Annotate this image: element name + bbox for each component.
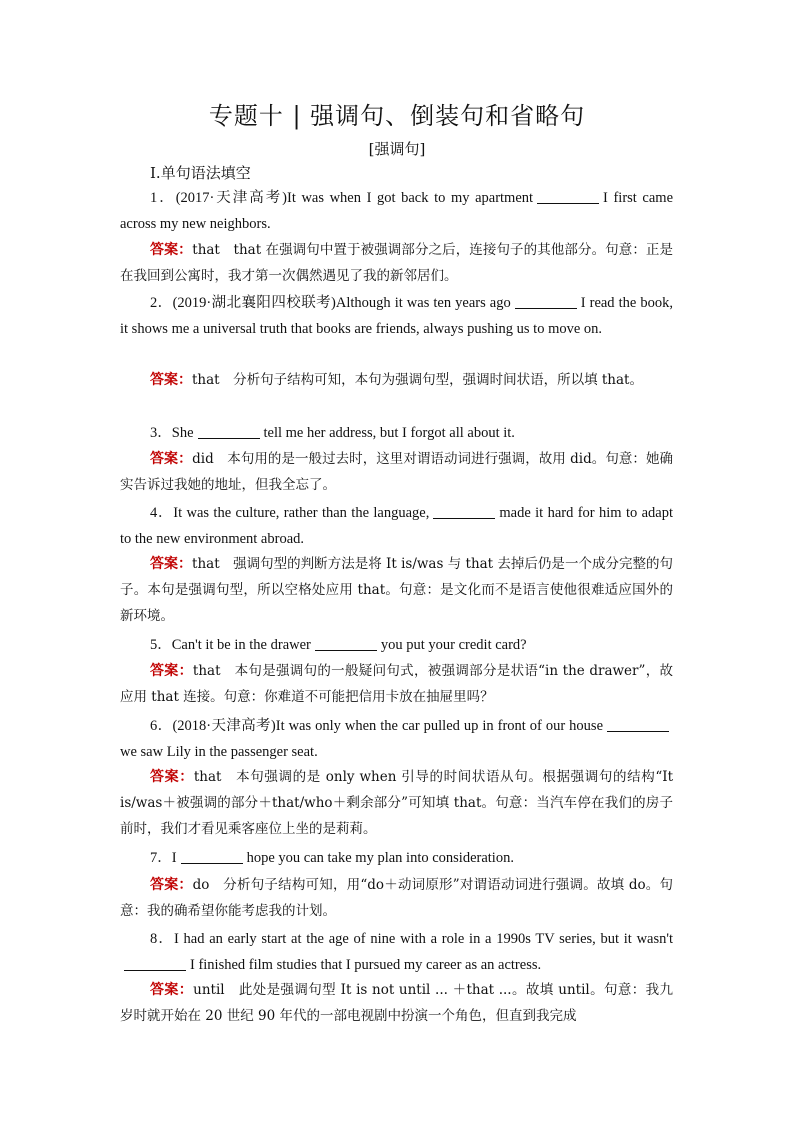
answer-label: 答案： xyxy=(150,982,194,998)
answer-blank xyxy=(515,294,577,309)
question-number: 8． xyxy=(150,931,174,947)
question-text: She xyxy=(171,425,194,441)
question-text: hope you can take my plan into consideration. xyxy=(246,850,514,866)
question-text: I xyxy=(171,850,177,866)
answer-label: 答案： xyxy=(150,556,193,572)
answer-4 xyxy=(120,551,673,629)
question-1 xyxy=(120,185,673,237)
answer-label: 答案： xyxy=(150,663,193,679)
question-text: made it hard for him to adapt to the new environment abroad. xyxy=(120,505,674,547)
question-number: 7． xyxy=(150,850,172,866)
answer-label: 答案： xyxy=(150,877,193,893)
answer-blank xyxy=(315,636,377,651)
question-text: you put your credit card? xyxy=(380,637,527,653)
question-text: I had an early start at the age of nine with a role in a 1990s TV series, but it wasn't xyxy=(173,931,674,947)
answer-blank xyxy=(198,424,260,439)
answer-blank xyxy=(181,849,243,864)
answer-2 xyxy=(120,367,673,393)
question-8 xyxy=(120,926,673,978)
page-title: 专题十 | 强调句、倒装句和省略句 xyxy=(208,102,586,130)
answer-7 xyxy=(120,872,673,924)
answer-text: that 本句是强调句的一般疑问句式，被强调部分是状语“in the drawer”，故应用 that 连接。句意：你难道不可能把信用卡放在抽屉里吗？ xyxy=(120,663,674,705)
question-5 xyxy=(120,632,673,658)
answer-text: until 此处是强调句型 It is not until ... ＋that ...。故填 until。句意：我九岁时就开始在 20 世纪 90 年代的一部电视剧中扮演一个角色，但直到我完成 xyxy=(120,982,673,1024)
answer-blank xyxy=(124,956,186,971)
question-text: (2017·天津高考)It was when I got back to my apartment xyxy=(175,190,534,206)
answer-blank xyxy=(537,189,599,204)
question-number: 6． xyxy=(150,718,173,734)
answer-text: do 分析句子结构可知，用“do＋动词原形”对谓语动词进行强调。故填 do。句意：我的确希望你能考虑我的计划。 xyxy=(120,877,674,919)
answer-text: did 本句用的是一般过去时，这里对谓语动词进行强调，故用 did。句意：她确实告诉过我她的地址，但我全忘了。 xyxy=(120,451,673,493)
question-text: I read the book, it shows me a universal truth that books are friends, always pushing us to move on. xyxy=(120,295,673,337)
answer-text: that that 在强调句中置于被强调部分之后，连接句子的其他部分。句意：正是在我回到公寓时，我才第一次偶然遇见了我的新邻居们。 xyxy=(120,242,673,284)
answer-6 xyxy=(120,764,673,842)
question-text: tell me her address, but I forgot all about it. xyxy=(263,425,515,441)
question-number: 3． xyxy=(150,425,172,441)
answer-1 xyxy=(120,237,673,289)
question-7 xyxy=(120,845,673,871)
answer-8 xyxy=(120,977,673,1029)
answer-label: 答案： xyxy=(150,242,193,258)
question-text: I first came across my new neighbors. xyxy=(120,190,673,232)
question-text: (2018·天津高考)It was only when the car pulled up in front of our house xyxy=(172,718,604,734)
answer-5 xyxy=(120,658,673,710)
answer-text: that 分析句子结构可知，本句为强调句型，强调时间状语，所以填 that。 xyxy=(192,372,643,388)
question-text: I finished film studies that I pursued my career as an actress. xyxy=(190,957,542,973)
answer-blank xyxy=(433,504,495,519)
question-4 xyxy=(120,500,673,552)
question-number: 2． xyxy=(150,295,173,311)
question-number: 1． xyxy=(150,190,176,206)
question-text: It was the culture, rather than the language, xyxy=(173,505,430,521)
question-text: Can't it be in the drawer xyxy=(171,637,311,653)
answer-text: that 强调句型的判断方法是将 It is/was 与 that 去掉后仍是一个成分完整的句子。本句是强调句型，所以空格处应用 that。句意：是文化而不是语言使他很难适应国外的新环境。 xyxy=(120,556,673,624)
section-subtitle: [强调句] xyxy=(368,140,426,158)
section-heading: Ⅰ.单句语法填空 xyxy=(150,164,251,182)
answer-label: 答案： xyxy=(150,372,192,388)
question-number: 4． xyxy=(150,505,174,521)
answer-text: that 本句强调的是 only when 引导的时间状语从句。根据强调句的结构“It is/was＋被强调的部分＋that/who＋剩余部分”可知填 that。句意：当汽车停在我们的房子前时，我们才看见乘客座位上坐的是莉莉。 xyxy=(120,769,674,837)
question-6 xyxy=(120,713,673,765)
answer-label: 答案： xyxy=(150,769,194,785)
question-3 xyxy=(120,420,673,446)
question-number: 5． xyxy=(150,637,172,653)
answer-blank xyxy=(607,717,669,732)
question-text: (2019·湖北襄阳四校联考)Although it was ten years ago xyxy=(172,295,511,311)
question-text: we saw Lily in the passenger seat. xyxy=(120,744,318,760)
question-2 xyxy=(120,290,673,342)
answer-label: 答案： xyxy=(150,451,193,467)
answer-3 xyxy=(120,446,673,498)
